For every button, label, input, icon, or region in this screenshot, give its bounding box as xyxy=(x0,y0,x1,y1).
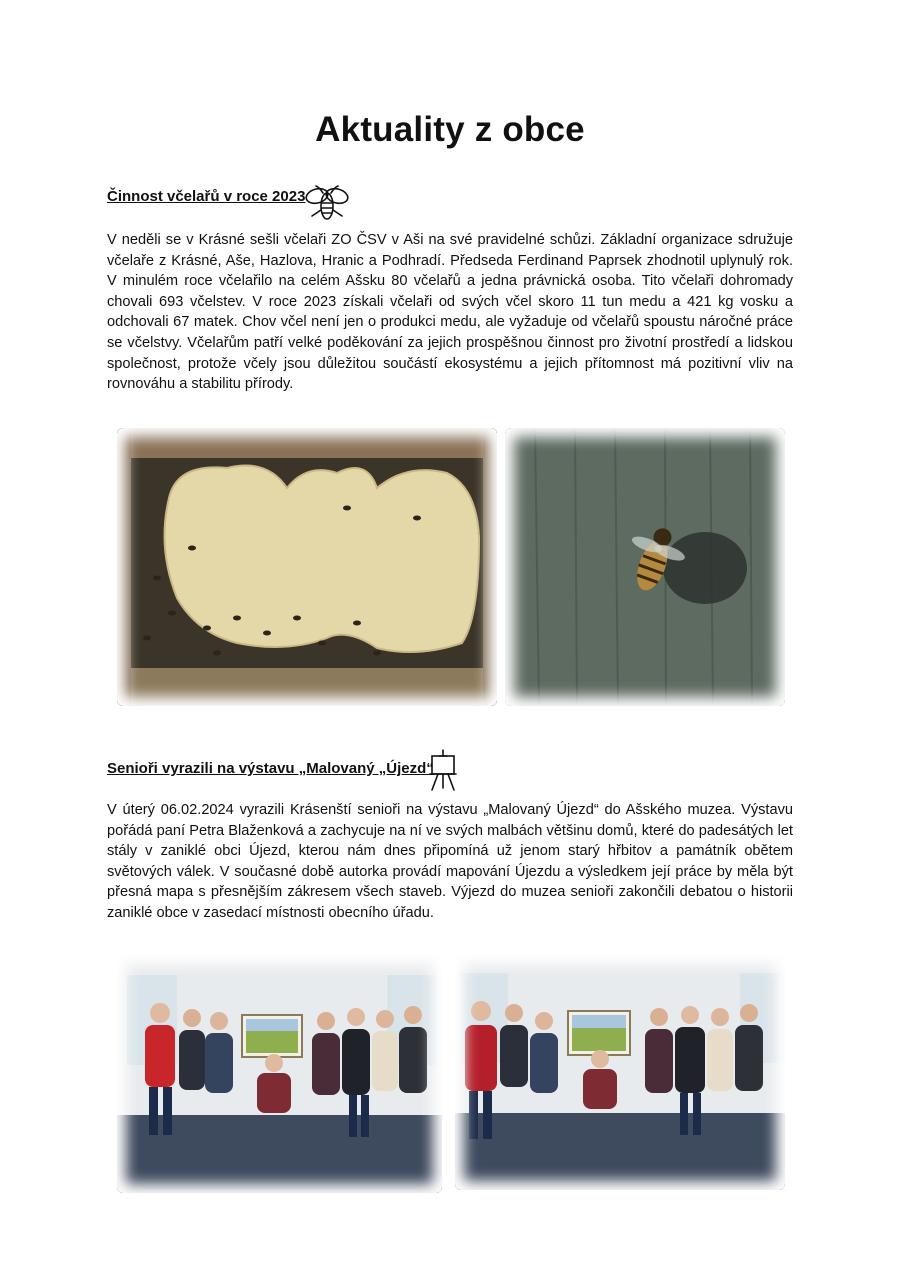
bee-icon xyxy=(304,184,350,229)
photo-bee-on-wood xyxy=(505,428,785,706)
page-title: Aktuality z obce xyxy=(315,110,585,149)
section-heading-beekeepers: Činnost včelařů v roce 2023 xyxy=(107,188,306,205)
section-text-seniors: V úterý 06.02.2024 vyrazili Krásenští senioři na výstavu „Malovaný Újezd“ do Ašského muzea. Výstavu pořádá paní Petra Blaženková a zachycuje na ní ve svých malbách většinu domů, které do padesátých let stály v zaniklé obci Újezd, kterou nám dnes připomíná už jenom starý hřbitov a památník obětem světových válek. V současné době autorka provádí mapování Újezdu a výsledkem její práce by měla být přesná mapa s přesnějším zákresem všech staveb. Výjezd do muzea senioři zakončili debatou o historii zaniklé obce v zasedací místnosti obecního úřadu. xyxy=(107,802,793,921)
photo-seniors-group-1 xyxy=(117,955,442,1193)
photo-honeycomb xyxy=(117,428,497,706)
easel-icon xyxy=(428,748,458,797)
section-heading-seniors: Senioři vyrazili na výstavu „Malovaný „Újezd“ xyxy=(107,760,434,777)
section-text-beekeepers: V neděli se v Krásné sešli včelaři ZO ČSV v Aši na své pravidelné schůzi. Základní organizace sdružuje včelaře z Krásné, Aše, Hazlova, Hranic a Podhradí. Předseda Ferdinand Paprsek zhodnotil uplynulý rok. V minulém roce včelařilo na celém Ašsku 80 včelařů a jedna právnická osoba. Tito včelaři dohromady chovali 693 včelstev. V roce 2023 získali včelaři od svých včel skoro 11 tun medu a 421 kg vosku a odchovali 67 matek. Chov včel není jen o produkci medu, ale vyžaduje od včelařů spoustu náročné práce se včelstvy. Včelařům patří velké poděkování za jejich prospěšnou činnost pro životní prostředí a lidskou společnost, protože včely jsou důležitou součástí ekosystému a jejich přítomnost má pozitivní vliv na rovnováhu a stabilitu přírody. xyxy=(107,232,793,393)
photo-seniors-group-2 xyxy=(455,955,785,1190)
